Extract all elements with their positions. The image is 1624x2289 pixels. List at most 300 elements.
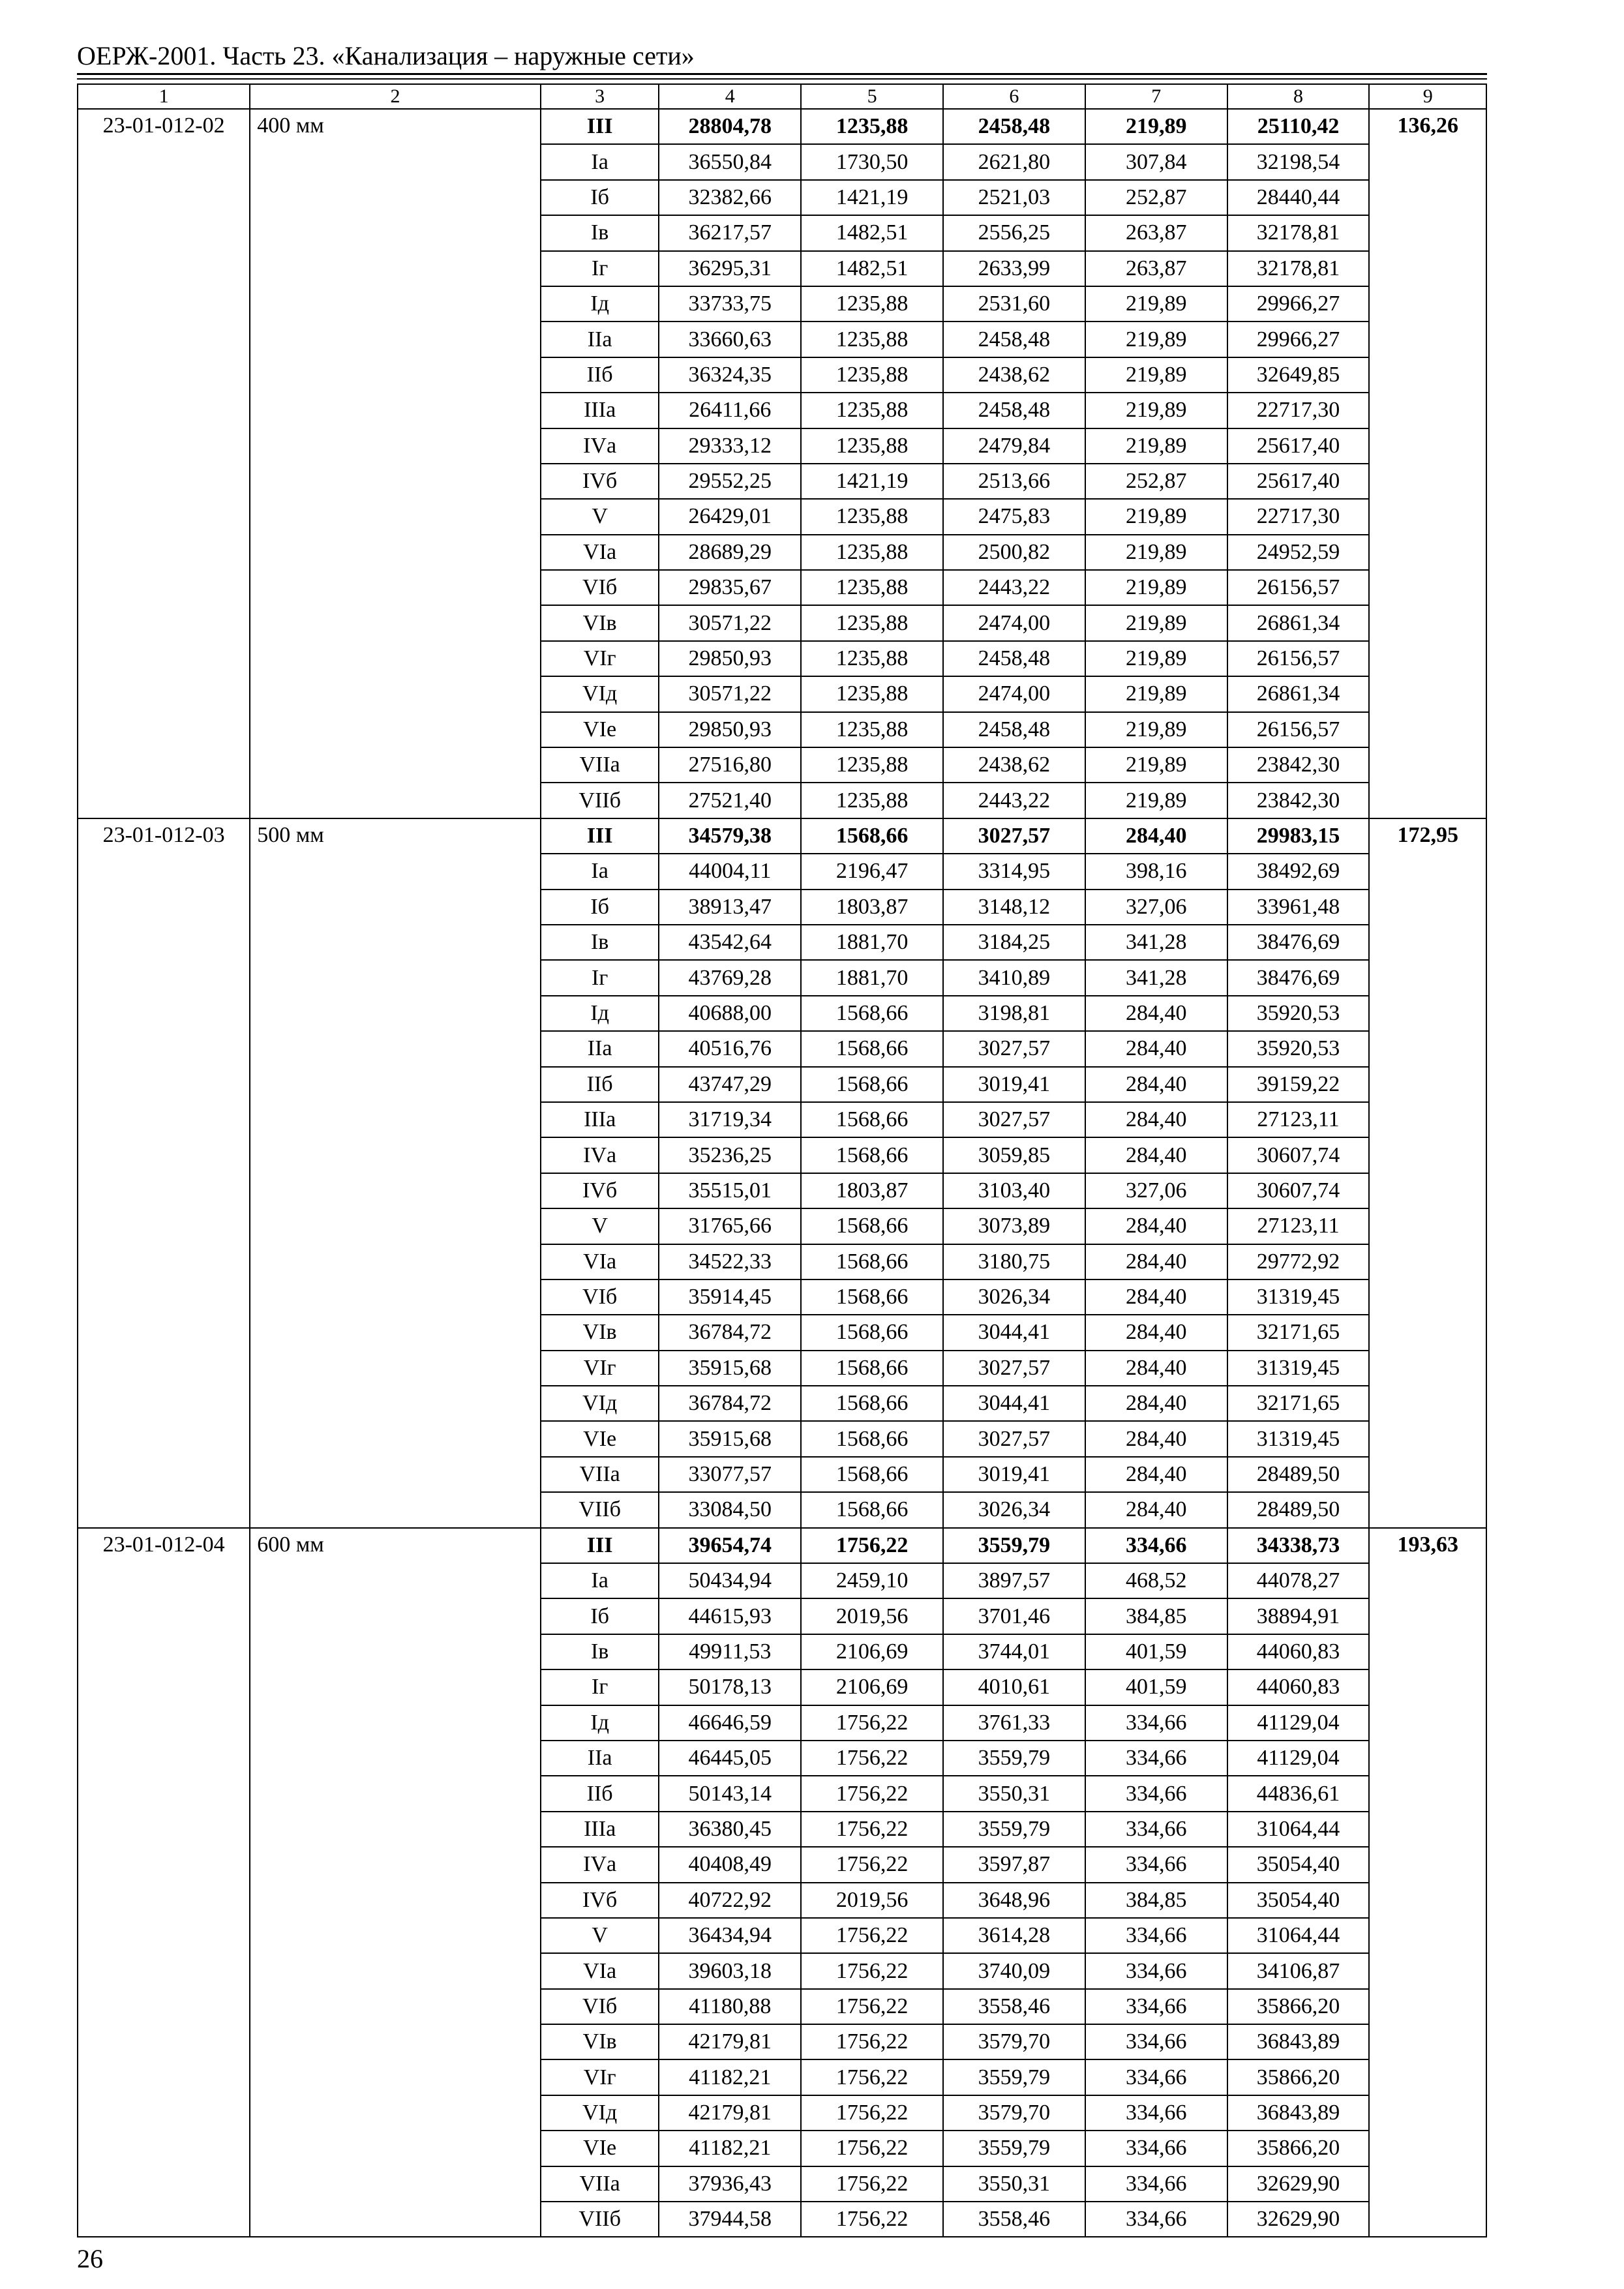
col7-value: 334,66 [1085, 1528, 1227, 1563]
col5-value: 1235,88 [801, 322, 943, 357]
col5-value: 2106,69 [801, 1634, 943, 1669]
zone-code: Iд [541, 996, 659, 1031]
col7-value: 327,06 [1085, 890, 1227, 925]
col4-value: 50143,14 [659, 1776, 801, 1811]
col5-value: 1756,22 [801, 1989, 943, 2024]
col6-value: 2458,48 [943, 322, 1085, 357]
col8-value: 28489,50 [1227, 1492, 1370, 1527]
column-number: 6 [943, 84, 1085, 109]
col4-value: 42179,81 [659, 2024, 801, 2059]
zone-code: VIв [541, 605, 659, 640]
col8-value: 44836,61 [1227, 1776, 1370, 1811]
col5-value: 1235,88 [801, 109, 943, 144]
col7-value: 334,66 [1085, 1989, 1227, 2024]
col7-value: 284,40 [1085, 1208, 1227, 1244]
col6-value: 3614,28 [943, 1918, 1085, 1953]
col9-value: 172,95 [1369, 818, 1486, 1528]
zone-code: III [541, 109, 659, 144]
col4-value: 33660,63 [659, 322, 801, 357]
zone-code: VIа [541, 1953, 659, 1988]
col8-value: 35866,20 [1227, 2059, 1370, 2095]
col6-value: 3559,79 [943, 2059, 1085, 2095]
col6-value: 3550,31 [943, 2166, 1085, 2202]
column-number: 4 [659, 84, 801, 109]
col5-value: 1881,70 [801, 960, 943, 995]
col5-value: 1235,88 [801, 535, 943, 570]
col4-value: 43542,64 [659, 925, 801, 960]
col4-value: 40408,49 [659, 1847, 801, 1882]
zone-code: IIб [541, 1067, 659, 1102]
zone-code: VIг [541, 641, 659, 676]
zone-code: VIIа [541, 2166, 659, 2202]
col6-value: 2458,48 [943, 109, 1085, 144]
col8-value: 23842,30 [1227, 783, 1370, 818]
col4-value: 26411,66 [659, 393, 801, 428]
col7-value: 284,40 [1085, 1492, 1227, 1527]
col7-value: 334,66 [1085, 2095, 1227, 2131]
col9-value: 193,63 [1369, 1528, 1486, 2237]
col7-value: 284,40 [1085, 1421, 1227, 1456]
col4-value: 31719,34 [659, 1102, 801, 1137]
zone-code: Iв [541, 1634, 659, 1669]
zone-code: Iа [541, 854, 659, 889]
col8-value: 32178,81 [1227, 251, 1370, 286]
col6-value: 3059,85 [943, 1137, 1085, 1173]
col8-value: 28489,50 [1227, 1457, 1370, 1492]
col6-value: 2556,25 [943, 215, 1085, 250]
table-row [78, 1528, 1486, 1563]
col5-value: 1881,70 [801, 925, 943, 960]
col4-value: 41182,21 [659, 2059, 801, 2095]
col7-value: 327,06 [1085, 1173, 1227, 1208]
col4-value: 38913,47 [659, 890, 801, 925]
col6-value: 3761,33 [943, 1705, 1085, 1741]
col4-value: 42179,81 [659, 2095, 801, 2131]
zone-code: VIг [541, 1351, 659, 1386]
col6-value: 3044,41 [943, 1315, 1085, 1350]
col4-value: 50434,94 [659, 1563, 801, 1598]
col8-value: 32171,65 [1227, 1315, 1370, 1350]
col7-value: 284,40 [1085, 1279, 1227, 1315]
col8-value: 28440,44 [1227, 180, 1370, 215]
zone-code: IVа [541, 1847, 659, 1882]
col5-value: 1568,66 [801, 1137, 943, 1173]
pipe-diameter: 400 мм [250, 109, 541, 818]
col8-value: 26861,34 [1227, 605, 1370, 640]
col7-value: 284,40 [1085, 1137, 1227, 1173]
col8-value: 29772,92 [1227, 1244, 1370, 1279]
col8-value: 32629,90 [1227, 2202, 1370, 2237]
col4-value: 32382,66 [659, 180, 801, 215]
col7-value: 263,87 [1085, 215, 1227, 250]
col8-value: 29966,27 [1227, 322, 1370, 357]
col4-value: 37936,43 [659, 2166, 801, 2202]
zone-code: VIд [541, 676, 659, 711]
col5-value: 1235,88 [801, 357, 943, 393]
zone-code: VIв [541, 2024, 659, 2059]
col6-value: 3897,57 [943, 1563, 1085, 1598]
col7-value: 219,89 [1085, 499, 1227, 534]
col4-value: 39603,18 [659, 1953, 801, 1988]
col5-value: 1568,66 [801, 1492, 943, 1527]
col8-value: 44078,27 [1227, 1563, 1370, 1598]
col5-value: 1756,22 [801, 1812, 943, 1847]
col7-value: 219,89 [1085, 747, 1227, 783]
col5-value: 1730,50 [801, 144, 943, 179]
col4-value: 35915,68 [659, 1421, 801, 1456]
col5-value: 1756,22 [801, 2131, 943, 2166]
col6-value: 3410,89 [943, 960, 1085, 995]
rates-table [77, 83, 1487, 2237]
col6-value: 3579,70 [943, 2024, 1085, 2059]
col7-value: 334,66 [1085, 1776, 1227, 1811]
col5-value: 1235,88 [801, 499, 943, 534]
col8-value: 35866,20 [1227, 1989, 1370, 2024]
col6-value: 2438,62 [943, 357, 1085, 393]
col7-value: 341,28 [1085, 960, 1227, 995]
col8-value: 38894,91 [1227, 1598, 1370, 1634]
col7-value: 284,40 [1085, 996, 1227, 1031]
col7-value: 284,40 [1085, 818, 1227, 854]
col8-value: 32649,85 [1227, 357, 1370, 393]
col7-value: 334,66 [1085, 2131, 1227, 2166]
zone-code: IIIа [541, 393, 659, 428]
column-number: 5 [801, 84, 943, 109]
zone-code: VIIб [541, 1492, 659, 1527]
table-row [78, 818, 1486, 854]
col7-value: 284,40 [1085, 1351, 1227, 1386]
col4-value: 27516,80 [659, 747, 801, 783]
zone-code: Iд [541, 286, 659, 322]
col4-value: 30571,22 [659, 605, 801, 640]
col4-value: 35914,45 [659, 1279, 801, 1315]
zone-code: VIб [541, 1989, 659, 2024]
col5-value: 1568,66 [801, 1315, 943, 1350]
column-number: 3 [541, 84, 659, 109]
zone-code: IIIа [541, 1812, 659, 1847]
col8-value: 25617,40 [1227, 428, 1370, 464]
col4-value: 33077,57 [659, 1457, 801, 1492]
zone-code: VIе [541, 2131, 659, 2166]
column-number: 9 [1369, 84, 1486, 109]
col4-value: 36550,84 [659, 144, 801, 179]
col8-value: 25617,40 [1227, 464, 1370, 499]
col5-value: 1756,22 [801, 1776, 943, 1811]
col6-value: 2474,00 [943, 676, 1085, 711]
col6-value: 3744,01 [943, 1634, 1085, 1669]
zone-code: IIа [541, 322, 659, 357]
col4-value: 44615,93 [659, 1598, 801, 1634]
zone-code: VIд [541, 1386, 659, 1421]
col4-value: 36324,35 [659, 357, 801, 393]
col8-value: 31064,44 [1227, 1918, 1370, 1953]
col4-value: 29835,67 [659, 570, 801, 605]
col5-value: 2196,47 [801, 854, 943, 889]
column-number: 7 [1085, 84, 1227, 109]
col7-value: 334,66 [1085, 2059, 1227, 2095]
col8-value: 38476,69 [1227, 925, 1370, 960]
col7-value: 219,89 [1085, 109, 1227, 144]
page-header-title: ОЕРЖ-2001. Часть 23. «Канализация – наружные сети» [77, 41, 695, 70]
col4-value: 35236,25 [659, 1137, 801, 1173]
col7-value: 219,89 [1085, 570, 1227, 605]
col8-value: 30607,74 [1227, 1173, 1370, 1208]
col6-value: 2500,82 [943, 535, 1085, 570]
col4-value: 36434,94 [659, 1918, 801, 1953]
zone-code: IVб [541, 464, 659, 499]
zone-code: IIб [541, 357, 659, 393]
col8-value: 39159,22 [1227, 1067, 1370, 1102]
col7-value: 334,66 [1085, 2024, 1227, 2059]
zone-code: IVб [541, 1883, 659, 1918]
col8-value: 34106,87 [1227, 1953, 1370, 1988]
col6-value: 3027,57 [943, 1421, 1085, 1456]
col5-value: 1421,19 [801, 180, 943, 215]
col8-value: 34338,73 [1227, 1528, 1370, 1563]
col6-value: 2443,22 [943, 570, 1085, 605]
zone-code: IIб [541, 1776, 659, 1811]
zone-code: V [541, 1918, 659, 1953]
col4-value: 31765,66 [659, 1208, 801, 1244]
col4-value: 33084,50 [659, 1492, 801, 1527]
zone-code: VIв [541, 1315, 659, 1350]
col7-value: 284,40 [1085, 1457, 1227, 1492]
col6-value: 3044,41 [943, 1386, 1085, 1421]
col7-value: 384,85 [1085, 1883, 1227, 1918]
col8-value: 22717,30 [1227, 499, 1370, 534]
col7-value: 284,40 [1085, 1315, 1227, 1350]
col7-value: 341,28 [1085, 925, 1227, 960]
col5-value: 1756,22 [801, 2202, 943, 2237]
col4-value: 34522,33 [659, 1244, 801, 1279]
col8-value: 32171,65 [1227, 1386, 1370, 1421]
col6-value: 3148,12 [943, 890, 1085, 925]
col4-value: 39654,74 [659, 1528, 801, 1563]
col8-value: 41129,04 [1227, 1705, 1370, 1741]
col6-value: 3559,79 [943, 1741, 1085, 1776]
col4-value: 41180,88 [659, 1989, 801, 2024]
col5-value: 1482,51 [801, 251, 943, 286]
col8-value: 35920,53 [1227, 1031, 1370, 1066]
pipe-diameter: 500 мм [250, 818, 541, 1528]
col8-value: 38492,69 [1227, 854, 1370, 889]
col7-value: 263,87 [1085, 251, 1227, 286]
zone-code: VIб [541, 1279, 659, 1315]
col7-value: 334,66 [1085, 2202, 1227, 2237]
col4-value: 41182,21 [659, 2131, 801, 2166]
col6-value: 3026,34 [943, 1492, 1085, 1527]
zone-code: Iа [541, 1563, 659, 1598]
col6-value: 3579,70 [943, 2095, 1085, 2131]
col5-value: 1568,66 [801, 1244, 943, 1279]
col6-value: 3026,34 [943, 1279, 1085, 1315]
col7-value: 219,89 [1085, 783, 1227, 818]
col6-value: 3027,57 [943, 1102, 1085, 1137]
column-number: 8 [1227, 84, 1370, 109]
col7-value: 334,66 [1085, 2166, 1227, 2202]
col5-value: 1421,19 [801, 464, 943, 499]
col4-value: 35515,01 [659, 1173, 801, 1208]
zone-code: Iг [541, 251, 659, 286]
col5-value: 1235,88 [801, 712, 943, 747]
col5-value: 2459,10 [801, 1563, 943, 1598]
col7-value: 219,89 [1085, 393, 1227, 428]
col7-value: 401,59 [1085, 1669, 1227, 1705]
col4-value: 29552,25 [659, 464, 801, 499]
col8-value: 44060,83 [1227, 1634, 1370, 1669]
zone-code: VIIа [541, 747, 659, 783]
pipe-diameter: 600 мм [250, 1528, 541, 2237]
column-number: 1 [78, 84, 250, 109]
col6-value: 3558,46 [943, 2202, 1085, 2237]
col8-value: 36843,89 [1227, 2024, 1370, 2059]
col8-value: 35920,53 [1227, 996, 1370, 1031]
col5-value: 1756,22 [801, 2166, 943, 2202]
col5-value: 1235,88 [801, 676, 943, 711]
col7-value: 284,40 [1085, 1067, 1227, 1102]
col8-value: 26156,57 [1227, 712, 1370, 747]
col6-value: 2438,62 [943, 747, 1085, 783]
col4-value: 28804,78 [659, 109, 801, 144]
col5-value: 1235,88 [801, 747, 943, 783]
col7-value: 284,40 [1085, 1244, 1227, 1279]
zone-code: V [541, 499, 659, 534]
col4-value: 36784,72 [659, 1386, 801, 1421]
col6-value: 3648,96 [943, 1883, 1085, 1918]
zone-code: Iв [541, 925, 659, 960]
col8-value: 44060,83 [1227, 1669, 1370, 1705]
col7-value: 252,87 [1085, 180, 1227, 215]
col4-value: 37944,58 [659, 2202, 801, 2237]
col7-value: 334,66 [1085, 1953, 1227, 1988]
col5-value: 1756,22 [801, 1528, 943, 1563]
col5-value: 1756,22 [801, 2024, 943, 2059]
col5-value: 1235,88 [801, 605, 943, 640]
col6-value: 3701,46 [943, 1598, 1085, 1634]
column-number: 2 [250, 84, 541, 109]
col4-value: 29850,93 [659, 712, 801, 747]
col8-value: 24952,59 [1227, 535, 1370, 570]
col4-value: 29333,12 [659, 428, 801, 464]
col6-value: 2521,03 [943, 180, 1085, 215]
zone-code: IVа [541, 1137, 659, 1173]
zone-code: Iг [541, 960, 659, 995]
col6-value: 3559,79 [943, 2131, 1085, 2166]
col8-value: 27123,11 [1227, 1102, 1370, 1137]
col8-value: 38476,69 [1227, 960, 1370, 995]
col5-value: 1235,88 [801, 393, 943, 428]
col5-value: 1235,88 [801, 641, 943, 676]
col4-value: 36784,72 [659, 1315, 801, 1350]
col6-value: 3597,87 [943, 1847, 1085, 1882]
col8-value: 30607,74 [1227, 1137, 1370, 1173]
norm-code: 23-01-012-03 [78, 818, 250, 1528]
col8-value: 41129,04 [1227, 1741, 1370, 1776]
col7-value: 468,52 [1085, 1563, 1227, 1598]
col8-value: 23842,30 [1227, 747, 1370, 783]
col6-value: 3103,40 [943, 1173, 1085, 1208]
col5-value: 1568,66 [801, 1067, 943, 1102]
norm-code: 23-01-012-04 [78, 1528, 250, 2237]
col4-value: 35915,68 [659, 1351, 801, 1386]
col7-value: 284,40 [1085, 1031, 1227, 1066]
col8-value: 32178,81 [1227, 215, 1370, 250]
col4-value: 43747,29 [659, 1067, 801, 1102]
col5-value: 1803,87 [801, 1173, 943, 1208]
col8-value: 32629,90 [1227, 2166, 1370, 2202]
col5-value: 2019,56 [801, 1883, 943, 1918]
col4-value: 36217,57 [659, 215, 801, 250]
col6-value: 2443,22 [943, 783, 1085, 818]
col7-value: 334,66 [1085, 1741, 1227, 1776]
zone-code: VIг [541, 2059, 659, 2095]
col4-value: 40688,00 [659, 996, 801, 1031]
col7-value: 284,40 [1085, 1102, 1227, 1137]
zone-code: Iб [541, 890, 659, 925]
col5-value: 1756,22 [801, 1741, 943, 1776]
col8-value: 26861,34 [1227, 676, 1370, 711]
col6-value: 3184,25 [943, 925, 1085, 960]
col5-value: 1756,22 [801, 2059, 943, 2095]
col5-value: 1482,51 [801, 215, 943, 250]
col5-value: 1568,66 [801, 1351, 943, 1386]
zone-code: IVа [541, 428, 659, 464]
page-number: 26 [77, 2244, 103, 2273]
col6-value: 2474,00 [943, 605, 1085, 640]
col4-value: 46646,59 [659, 1705, 801, 1741]
col7-value: 334,66 [1085, 1918, 1227, 1953]
zone-code: III [541, 1528, 659, 1563]
col8-value: 31319,45 [1227, 1279, 1370, 1315]
zone-code: Iб [541, 180, 659, 215]
col8-value: 31319,45 [1227, 1351, 1370, 1386]
col6-value: 4010,61 [943, 1669, 1085, 1705]
col6-value: 3027,57 [943, 818, 1085, 854]
col7-value: 219,89 [1085, 712, 1227, 747]
col4-value: 46445,05 [659, 1741, 801, 1776]
col4-value: 28689,29 [659, 535, 801, 570]
col4-value: 49911,53 [659, 1634, 801, 1669]
table-row [78, 109, 1486, 144]
col4-value: 33733,75 [659, 286, 801, 322]
col5-value: 1235,88 [801, 286, 943, 322]
col7-value: 219,89 [1085, 641, 1227, 676]
col4-value: 30571,22 [659, 676, 801, 711]
col6-value: 2475,83 [943, 499, 1085, 534]
col4-value: 40516,76 [659, 1031, 801, 1066]
col6-value: 2479,84 [943, 428, 1085, 464]
zone-code: Iв [541, 215, 659, 250]
col8-value: 35054,40 [1227, 1883, 1370, 1918]
col5-value: 1568,66 [801, 1457, 943, 1492]
col5-value: 1803,87 [801, 890, 943, 925]
col8-value: 36843,89 [1227, 2095, 1370, 2131]
col6-value: 3019,41 [943, 1457, 1085, 1492]
col8-value: 26156,57 [1227, 641, 1370, 676]
col5-value: 2106,69 [801, 1669, 943, 1705]
zone-code: VIIб [541, 2202, 659, 2237]
col7-value: 219,89 [1085, 605, 1227, 640]
col7-value: 284,40 [1085, 1386, 1227, 1421]
zone-code: VIа [541, 1244, 659, 1279]
col7-value: 219,89 [1085, 286, 1227, 322]
zone-code: V [541, 1208, 659, 1244]
col8-value: 31064,44 [1227, 1812, 1370, 1847]
zone-code: Iа [541, 144, 659, 179]
col5-value: 1756,22 [801, 2095, 943, 2131]
col7-value: 334,66 [1085, 1812, 1227, 1847]
col8-value: 31319,45 [1227, 1421, 1370, 1456]
